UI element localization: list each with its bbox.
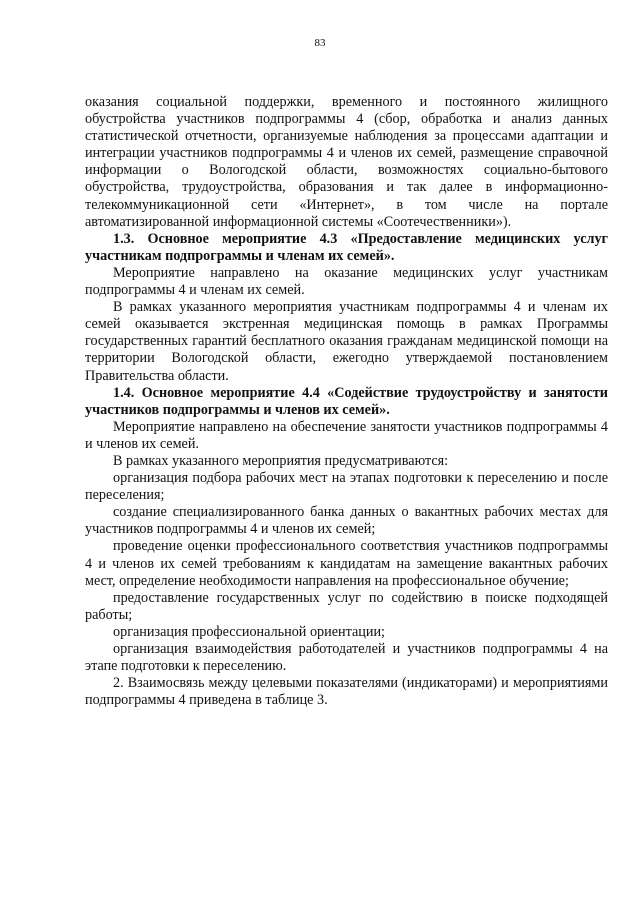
section-heading-1-4-text: 1.4. Основное мероприятие 4.4 «Содействие трудоустройству и занятости участников подпрограммы и членов их семей».	[85, 384, 608, 418]
paragraph-1-4-d: создание специализированного банка данных о вакантных рабочих местах для участников подпрограммы 4 и членов их семей;	[85, 504, 608, 538]
paragraph-1-4-b: В рамках указанного мероприятия предусматриваются:	[113, 452, 449, 469]
document-body	[85, 94, 608, 709]
paragraph-1-4-c: организация подбора рабочих мест на этапах подготовки к переселению и после переселения;	[85, 470, 608, 504]
paragraph-intro: оказания социальной поддержки, временного и постоянного жилищного обустройства участников подпрограммы 4 (сбор, обработка и анализ данных статистической отчетности, организуемые наблюдения за процессами адаптации и интеграции участников подпрограммы 4 и членов их семей, размещение справочной информации о Вологодской области, возможностях социально-бытового обустройства, трудоустройства, образования и так далее в информационно-телекоммуникационной сети «Интернет», в том числе на портале автоматизированной информационной системы «Соотечественники»).	[85, 94, 608, 230]
paragraph-1-3-a: Мероприятие направлено на оказание медицинских услуг участникам подпрограммы 4 и членам их семей.	[85, 264, 608, 299]
paragraph-2: 2. Взаимосвязь между целевыми показателями (индикаторами) и мероприятиями подпрограммы 4 приведена в таблице 3.	[85, 675, 608, 709]
paragraph-1-4-g: организация профессиональной ориентации;	[113, 623, 386, 640]
page-number: 83	[314, 37, 326, 49]
section-heading-1-3-text: 1.3. Основное мероприятие 4.3 «Предоставление медицинских услуг участникам подпрограммы и членам их семей».	[85, 230, 608, 264]
paragraph-1-4-f: предоставление государственных услуг по содействию в поиске подходящей работы;	[85, 589, 608, 623]
paragraph-1-4-a: Мероприятие направлено на обеспечение занятости участников подпрограммы 4 и членов их семей.	[85, 418, 608, 452]
section-heading-1-4	[85, 385, 608, 419]
section-heading-1-3	[85, 231, 608, 265]
paragraph-1-3-b: В рамках указанного мероприятия участникам подпрограммы 4 и членам их семей оказывается экстренная медицинская помощь в рамках Программы государственных гарантий бесплатного оказания гражданам медицинской помощи на территории Вологодской области, ежегодно утверждаемой постановлением Правительства области.	[85, 299, 608, 384]
paragraph-1-4-e: проведение оценки профессионального соответствия участников подпрограммы 4 и членов их семей требованиям к кандидатам на замещение вакантных рабочих мест, определение необходимости направления на профессиональное обучение;	[85, 538, 608, 589]
paragraph-1-4-h: организация взаимодействия работодателей и участников подпрограммы 4 на этапе подготовки к переселению.	[85, 641, 608, 675]
